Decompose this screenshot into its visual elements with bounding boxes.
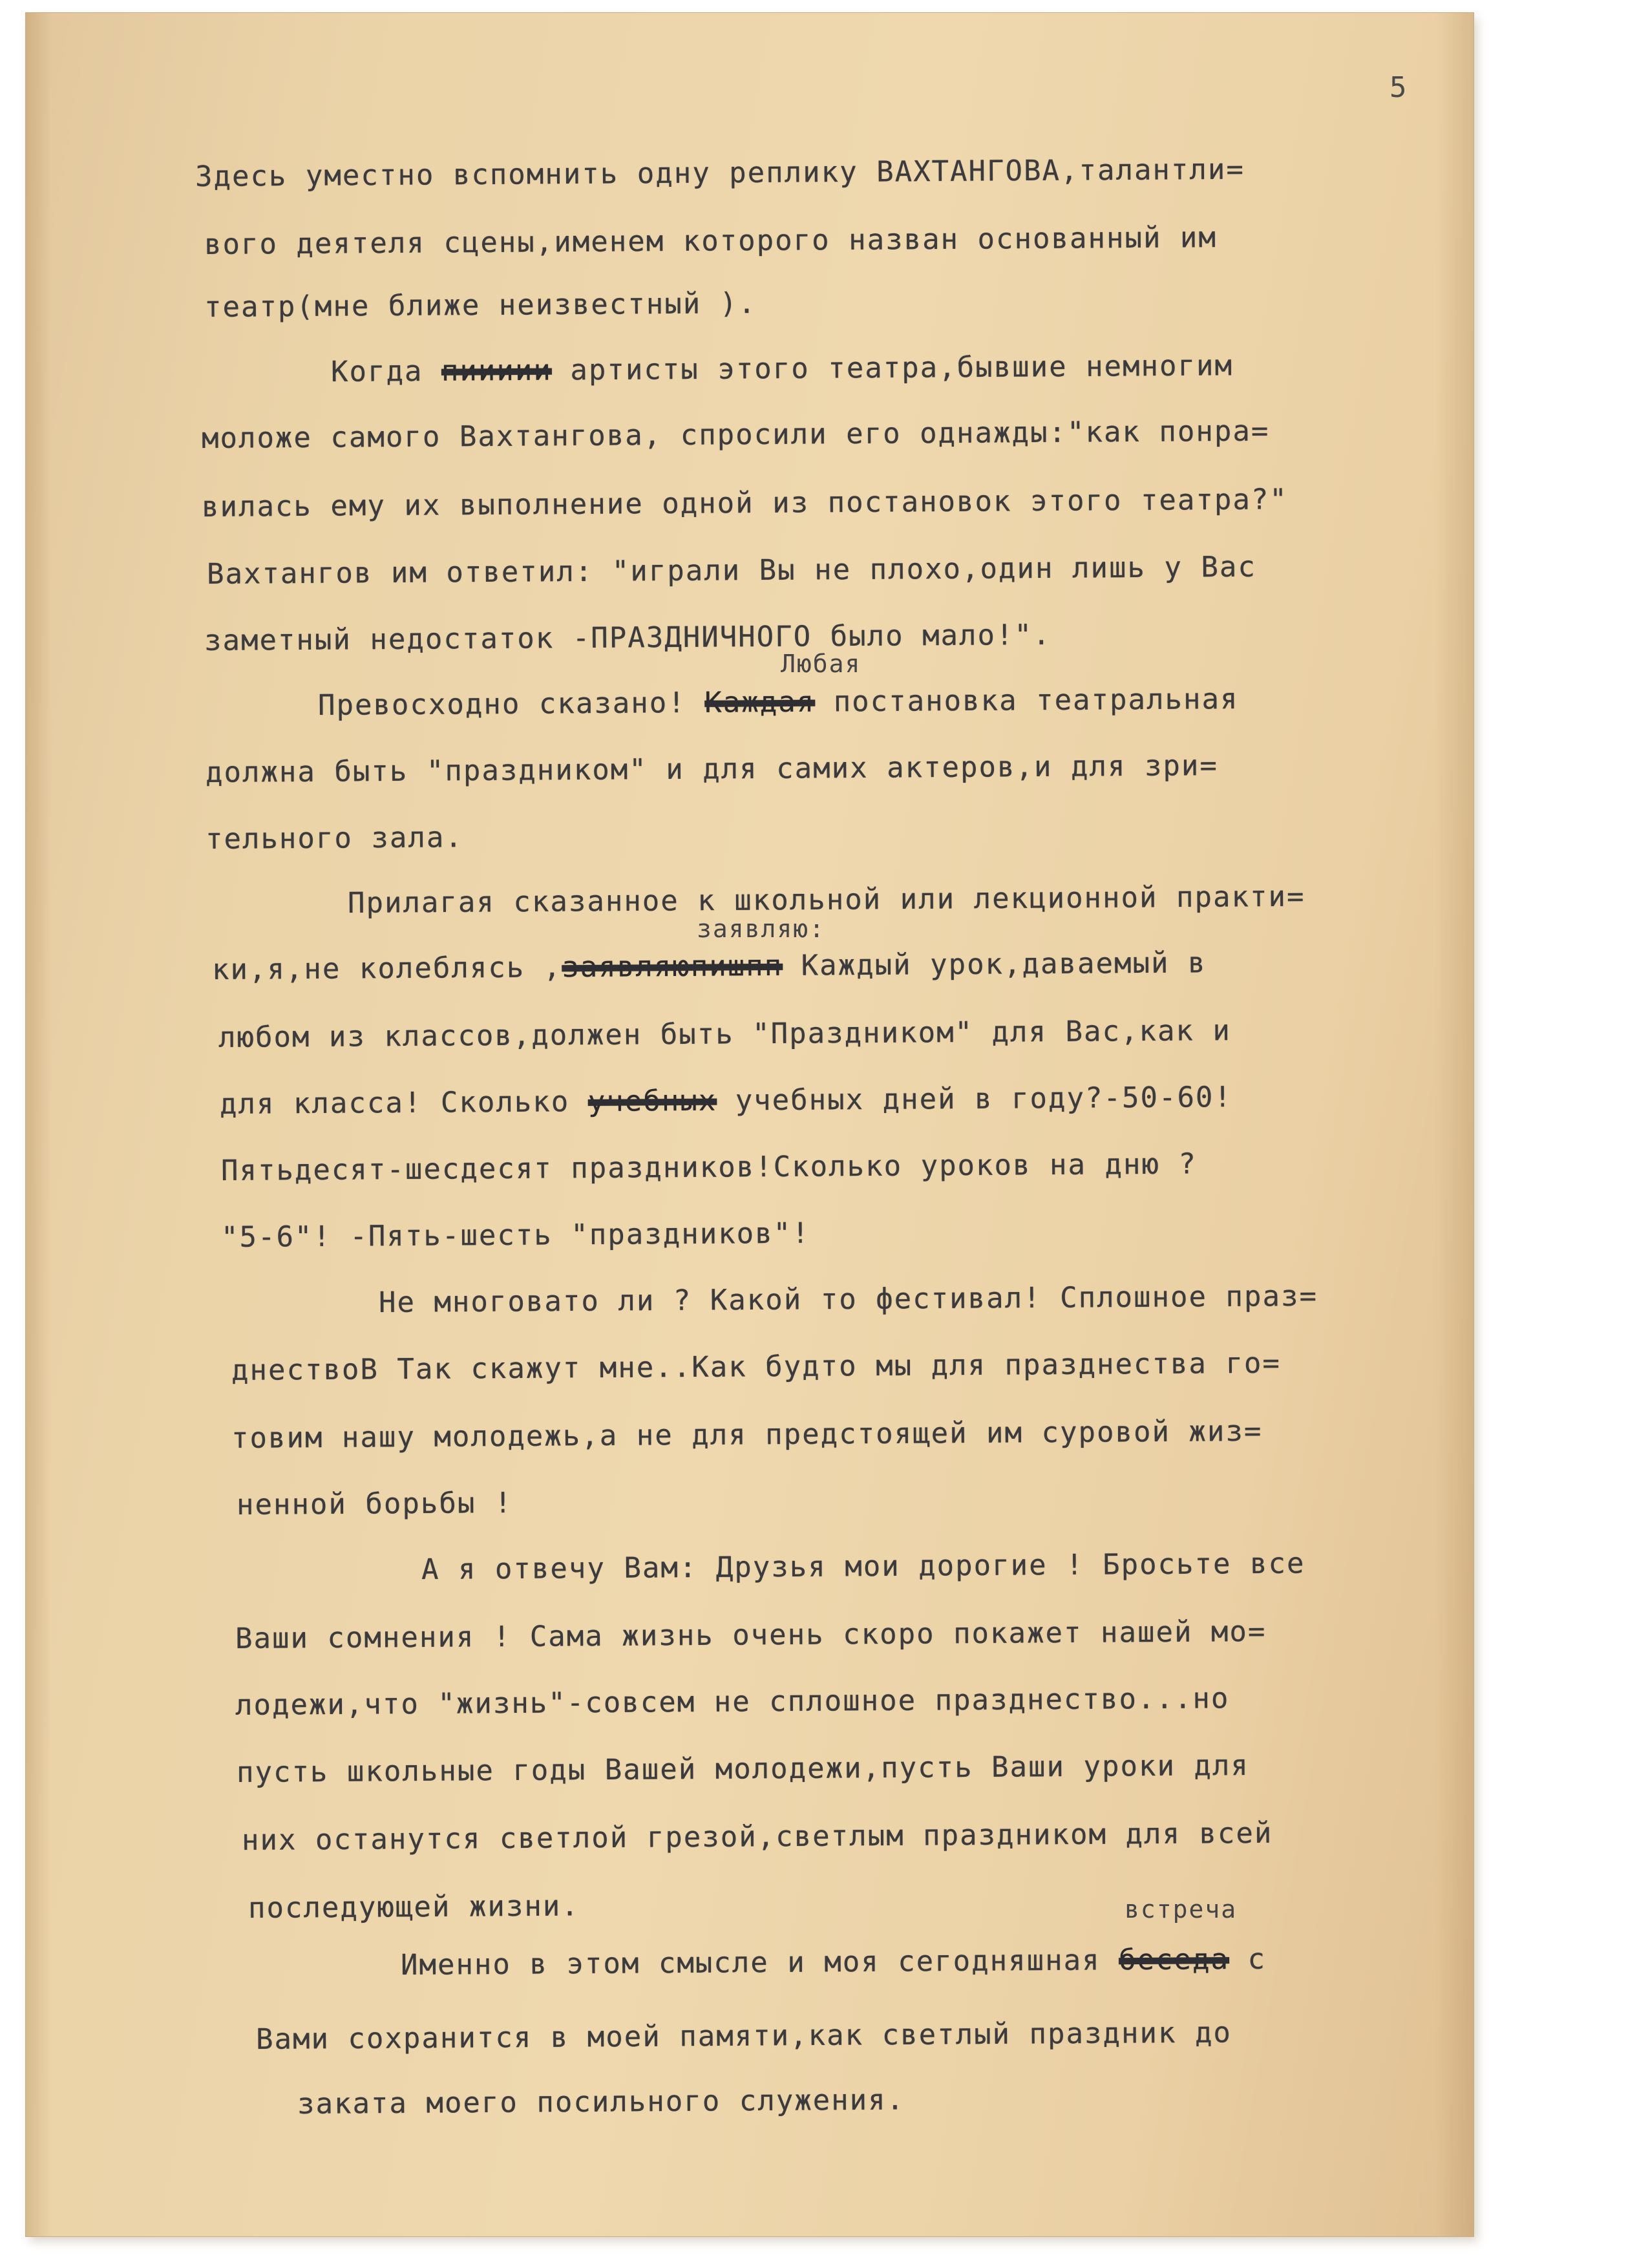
text-line: тельного зала. [205,821,464,856]
text-line: Здесь уместно вспомнить одну реплику ВАХТАНГОВА,талантли= [195,153,1245,193]
text-line: Пятьдесят-шесдесят праздников!Сколько уроков на дню ? [220,1147,1198,1187]
text-line-with-correction: Превосходно сказано! Каждая постановка театральная [317,683,1239,722]
text-line: вилась ему их выполнение одной из постановок этого театра?" [201,483,1289,524]
text-line-with-correction: Когда пиииии артисты этого театра,бывшие немногим [330,349,1234,388]
text-line: лодежи,что "жизнь"-совсем не сплошное празднество...но [235,1682,1230,1722]
typewritten-page [26,13,1474,2236]
text-line: Вами сохранится в моей памяти,как светлый праздник до [255,2016,1232,2056]
handwritten-insertion: встреча [1125,1895,1238,1924]
text-line: должна быть "праздником" и для самих актеров,и для зри= [205,749,1219,789]
text-line: Вахтангов им ответил: "играли Вы не плохо,один лишь у Вас [206,550,1257,591]
text-line: них останутся светлой грезой,светлым праздником для всей [241,1816,1273,1857]
text-line: А я отвечу Вам: Друзья мои дорогие ! Бросьте все [421,1547,1305,1586]
text-line: любом из классов,должен быть "Праздником" для Вас,как и [218,1014,1232,1054]
text-line: ненной борьбы ! [236,1487,513,1521]
handwritten-insertion: Любая [781,650,861,678]
text-line: театр(мне ближе неизвестный ). [204,287,757,324]
text-line: пусть школьные годы Вашей молодежи,пусть Ваши уроки для [236,1749,1250,1789]
text-line: Не многовато ли ? Какой то фестивал! Сплошное праз= [378,1279,1318,1319]
text-line: вого деятеля сцены,именем которого назван основанный им [204,221,1218,261]
text-line: последующей жизни. [248,1889,580,1925]
text-line: Ваши сомнения ! Сама жизнь очень скоро покажет нашей мо= [235,1615,1267,1655]
text-line: Прилагая сказанное к школьной или лекционной практи= [347,880,1305,920]
text-line: днествоВ Так скажут мне..Как будто мы для празднества го= [231,1346,1282,1387]
handwritten-insertion: заявляю: [697,915,826,943]
struck-word: Каждая [704,685,816,719]
struck-word: учебных [587,1084,717,1119]
text-line: моложе самого Вахтангова, спросили его однажды:"как понра= [201,414,1270,455]
struck-word: заявляюпишпп [562,949,783,984]
text-line: заметный недостаток -ПРАЗДНИЧНОГО было мало!". [204,618,1051,657]
text-line-with-correction: для класса! Сколько учебных учебных дней в году?-50-60! [219,1081,1233,1121]
text-line: товим нашу молодежь,а не для предстоящей им суровой жиз= [231,1414,1263,1455]
text-line: заката моего посильного служения. [297,2083,905,2121]
text-line: "5-6"! -Пять-шесть "праздников"! [220,1216,810,1254]
text-line-with-correction: ки,я,не колеблясь ,заявляюпишпп Каждый урок,даваемый в [211,946,1207,986]
struck-word: беседа [1118,1943,1230,1977]
struck-word: пиииии [441,354,553,388]
text-line-with-correction: Именно в этом смысле и моя сегодняшная беседа с [400,1942,1267,1982]
page-number: 5 [1389,71,1407,104]
